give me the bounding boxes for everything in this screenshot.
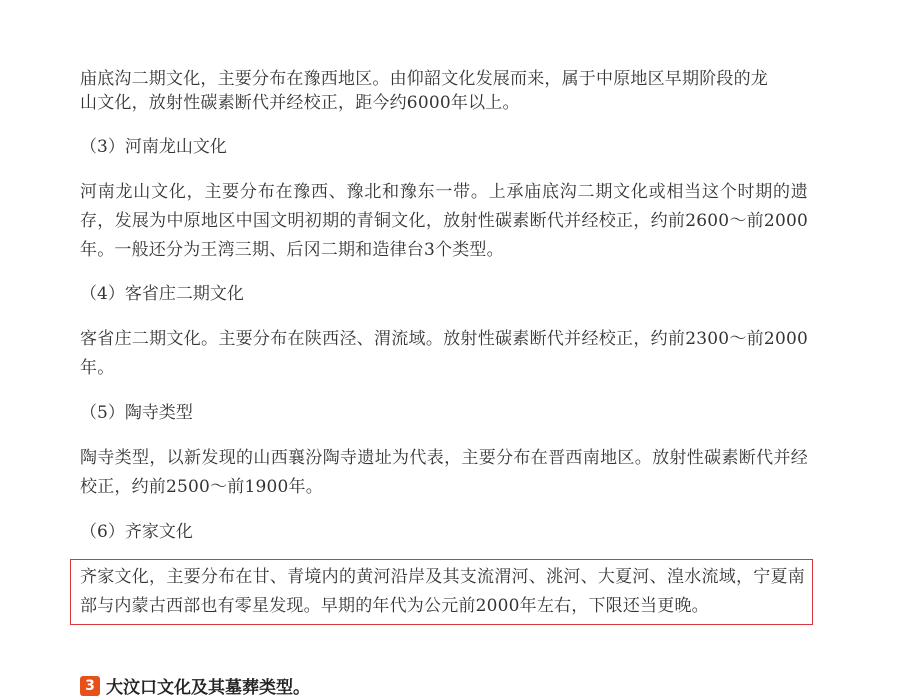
section-number-badge: 3 [80, 676, 100, 696]
section-title-text: 大汶口文化及其墓葬类型。 [106, 678, 310, 698]
heading-taosi: （5）陶寺类型 [80, 403, 193, 423]
paragraph-line: 山文化，放射性碳素断代并经校正，距今约6000年以上。 [80, 93, 520, 113]
paragraph-qijia: 齐家文化，主要分布在甘、青境内的黄河沿岸及其支流渭河、洮河、大夏河、湟水流域，宁夏南部与内蒙古西部也有零星发现。早期的年代为公元前2000年左右，下限还当更晚。 [80, 567, 805, 616]
paragraph-taosi: 陶寺类型，以新发现的山西襄汾陶寺遗址为代表，主要分布在晋西南地区。放射性碳素断代并经校正，约前2500～前1900年。 [80, 448, 808, 497]
paragraph-henan-longshan: 河南龙山文化，主要分布在豫西、豫北和豫东一带。上承庙底沟二期文化或相当这个时期的遗存，发展为中原地区中国文明初期的青铜文化，放射性碳素断代并经校正，约前2600～前2000年。一般还分为王湾三期、后冈二期和造律台3个类型。 [80, 182, 808, 260]
cut-off-text: 庙底沟二期文化，主要分布在豫西地区。由仰韶文化发展而来，属于中原地区早期阶段的龙 [80, 69, 768, 89]
heading-keshengzhuang: （4）客省庄二期文化 [80, 284, 244, 304]
cut-off-text-line [80, 60, 808, 89]
heading-qijia: （6）齐家文化 [80, 522, 193, 542]
section-heading [80, 673, 310, 698]
heading-henan-longshan: （3）河南龙山文化 [80, 137, 227, 157]
paragraph-keshengzhuang: 客省庄二期文化。主要分布在陕西泾、渭流域。放射性碳素断代并经校正，约前2300～前2000年。 [80, 329, 808, 378]
